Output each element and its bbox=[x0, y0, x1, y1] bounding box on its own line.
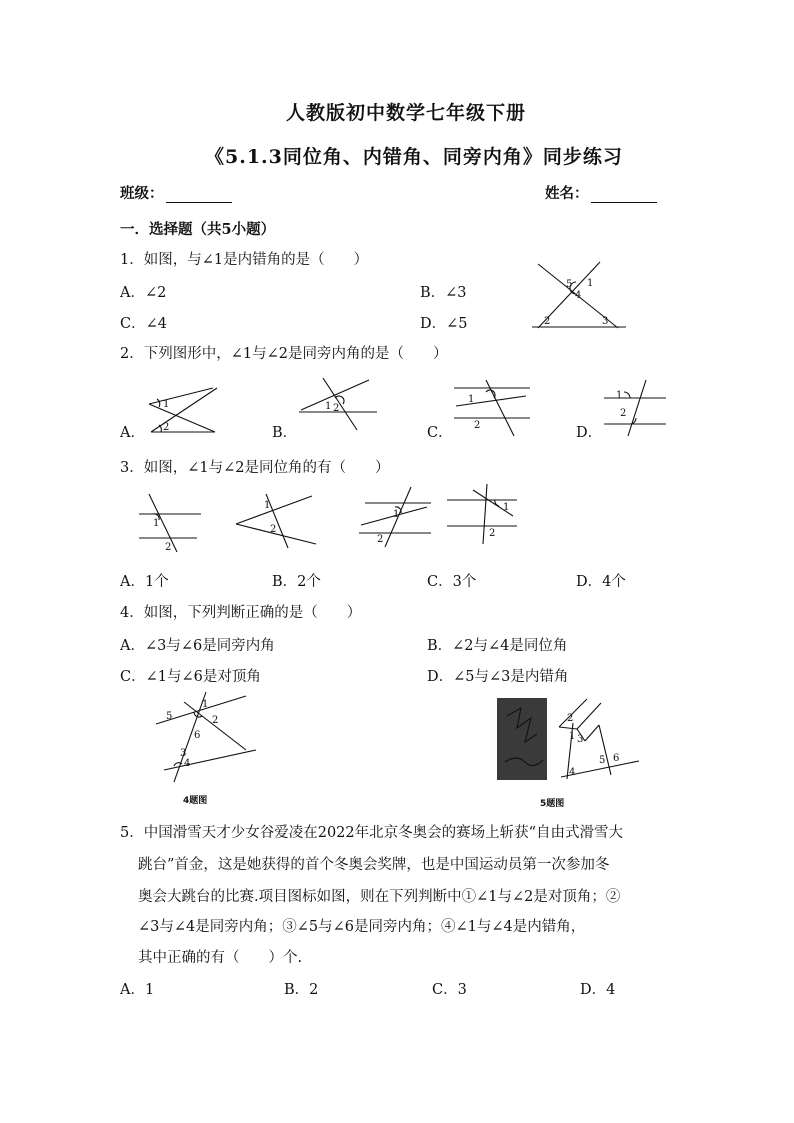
q2-option-c: C． bbox=[427, 425, 453, 441]
q2-figure-d bbox=[600, 378, 670, 438]
q4-option-a: A．∠3与∠6是同旁内角 bbox=[120, 638, 275, 654]
q2a-label-1: 1 bbox=[163, 399, 170, 410]
q4-label-4: 4 bbox=[184, 758, 191, 769]
page-subtitle: 《5.1.3同位角、内错角、同旁内角》同步练习 bbox=[205, 146, 623, 168]
q4-label-3: 3 bbox=[180, 748, 187, 759]
class-label: 班级： bbox=[120, 185, 164, 202]
q5-icon-image bbox=[497, 698, 547, 780]
q4-option-c: C．∠1与∠6是对顶角 bbox=[120, 669, 261, 685]
q3-option-a: A．1个 bbox=[120, 574, 169, 590]
q2-option-a: A． bbox=[120, 425, 145, 441]
section-heading: 一．选择题（共5小题） bbox=[120, 221, 276, 238]
q5-label-1: 1 bbox=[569, 731, 576, 742]
page-title: 人教版初中数学七年级下册 bbox=[286, 102, 527, 124]
q4-label-1: 1 bbox=[202, 699, 209, 710]
q5-label-4: 4 bbox=[569, 767, 576, 778]
name-blank[interactable] bbox=[591, 187, 657, 203]
q2-figure-a bbox=[145, 382, 225, 437]
q4-caption: 4题图 bbox=[183, 796, 208, 806]
q5-label-3: 3 bbox=[577, 734, 584, 745]
q5-caption: 5题图 bbox=[540, 799, 565, 809]
q3-stem: 3．如图，∠1与∠2是同位角的有（ ） bbox=[120, 460, 390, 476]
q2-option-d: D． bbox=[576, 425, 603, 441]
q5-option-b: B．2 bbox=[284, 982, 319, 998]
q4-option-b: B．∠2与∠4是同位角 bbox=[427, 638, 568, 654]
q5-label-2: 2 bbox=[567, 713, 574, 724]
q3-option-c: C．3个 bbox=[427, 574, 477, 590]
q3-figure-4 bbox=[443, 482, 523, 547]
q3-option-d: D．4个 bbox=[576, 574, 626, 590]
q5-stem-line5: 其中正确的有（ ）个. bbox=[138, 950, 303, 966]
q1-option-d: D．∠5 bbox=[420, 316, 468, 332]
q4-label-6: 6 bbox=[194, 730, 201, 741]
q4-label-2: 2 bbox=[212, 715, 219, 726]
q5-figure bbox=[555, 695, 645, 785]
q1-option-a: A．∠2 bbox=[120, 285, 167, 301]
q3f1-label-1: 1 bbox=[153, 518, 160, 529]
q2-figure-c bbox=[450, 378, 535, 438]
q3-figure-3 bbox=[355, 485, 435, 550]
q4-figure bbox=[150, 690, 260, 785]
q5-stem-line2: 跳台”首金，这是她获得的首个冬奥会奖牌，也是中国运动员第一次参加冬 bbox=[138, 857, 610, 873]
q5-stem-line4: ∠3与∠4是同旁内角；③∠5与∠6是同旁内角；④∠1与∠4是内错角， bbox=[138, 919, 586, 935]
q2c-label-2: 2 bbox=[474, 420, 481, 431]
q5-label-6: 6 bbox=[613, 753, 620, 764]
class-field bbox=[120, 182, 232, 203]
q5-option-c: C．3 bbox=[432, 982, 467, 998]
q5-label-5: 5 bbox=[599, 755, 606, 766]
q2b-label-2: 2 bbox=[333, 403, 340, 414]
q3f3-label-2: 2 bbox=[377, 534, 384, 545]
q2-option-b: B． bbox=[272, 425, 298, 441]
q5-option-a: A．1 bbox=[120, 982, 155, 998]
q2d-label-2: 2 bbox=[620, 408, 627, 419]
q2a-label-2: 2 bbox=[163, 422, 170, 433]
q1-label-1: 1 bbox=[587, 278, 594, 289]
q3f3-label-1: 1 bbox=[393, 509, 400, 520]
q3-figure-2 bbox=[232, 490, 322, 550]
q3f2-label-1: 1 bbox=[264, 500, 271, 511]
name-field bbox=[545, 182, 657, 203]
q5-stem-line3: 奥会大跳台的比赛.项目图标如图，则在下列判断中①∠1与∠2是对顶角；② bbox=[138, 889, 621, 905]
q3-figure-1 bbox=[135, 490, 205, 555]
q1-option-b: B．∠3 bbox=[420, 285, 467, 301]
q3-option-b: B．2个 bbox=[272, 574, 321, 590]
q1-stem: 1．如图，与∠1是内错角的是（ ） bbox=[120, 252, 369, 268]
class-blank[interactable] bbox=[166, 187, 232, 203]
q3f4-label-2: 2 bbox=[489, 528, 496, 539]
q2-figure-b bbox=[295, 374, 385, 434]
q3f4-label-1: 1 bbox=[503, 502, 510, 513]
q1-label-5: 5 bbox=[566, 279, 573, 290]
q1-label-2: 2 bbox=[544, 316, 551, 327]
q5-stem-line1: 5．中国滑雪天才少女谷爱凌在2022年北京冬奥会的赛场上斩获“自由式滑雪大 bbox=[120, 825, 624, 841]
q4-option-d: D．∠5与∠3是内错角 bbox=[427, 669, 569, 685]
q1-label-3: 3 bbox=[602, 316, 609, 327]
q1-figure bbox=[530, 260, 630, 332]
q3f2-label-2: 2 bbox=[270, 524, 277, 535]
q4-stem: 4．如图，下列判断正确的是（ ） bbox=[120, 605, 362, 621]
q4-label-5: 5 bbox=[166, 711, 173, 722]
q3f1-label-2: 2 bbox=[165, 542, 172, 553]
q5-option-d: D．4 bbox=[580, 982, 616, 998]
q2d-label-1: 1 bbox=[616, 390, 623, 401]
q1-option-c: C．∠4 bbox=[120, 316, 167, 332]
q2c-label-1: 1 bbox=[468, 394, 475, 405]
q2b-label-1: 1 bbox=[325, 401, 332, 412]
q2-stem: 2．下列图形中，∠1与∠2是同旁内角的是（ ） bbox=[120, 346, 448, 362]
name-label: 姓名： bbox=[545, 185, 589, 202]
q1-label-4: 4 bbox=[575, 290, 582, 301]
